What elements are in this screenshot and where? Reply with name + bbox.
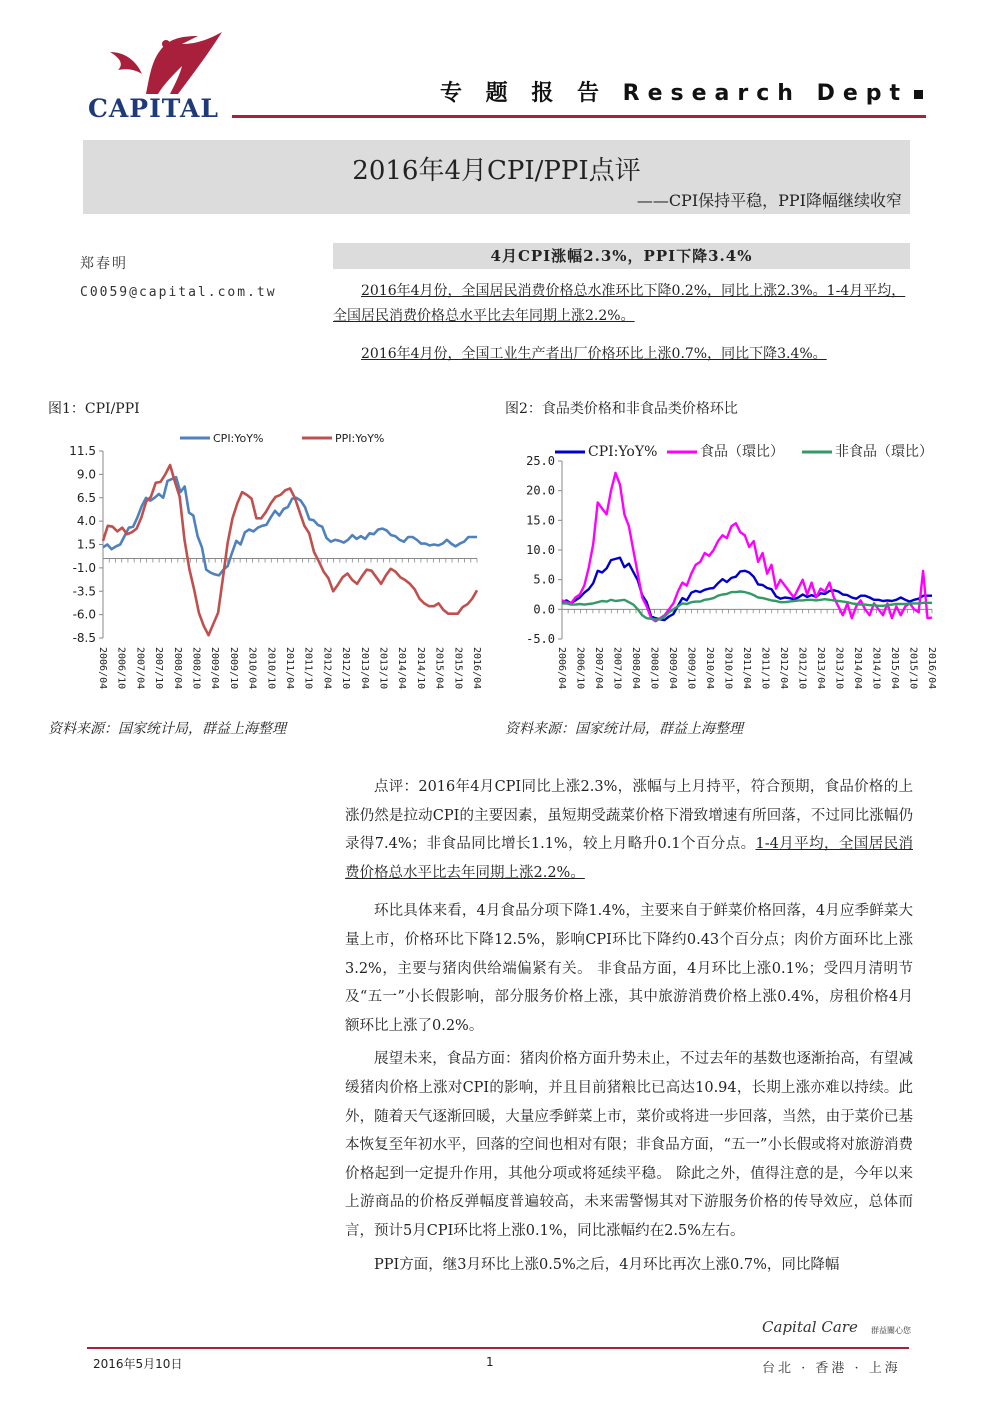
x-tick-label: 2011/10 (302, 647, 314, 690)
series-line (562, 592, 932, 620)
report-subtitle: ——CPI保持平稳，PPI降幅继续收窄 (636, 191, 902, 210)
y-tick-label: 20.0 (526, 483, 555, 498)
summary-ppi-text: 2016年4月份，全国工业生产者出厂价格环比上涨0.7%，同比下降3.4%。 (361, 346, 827, 362)
footer-brand: Capital Care (762, 1318, 858, 1336)
capital-logo-text: CAPITAL (88, 94, 219, 123)
x-tick-label: 2015/10 (907, 647, 919, 690)
x-tick-label: 2007/04 (593, 647, 604, 690)
x-tick-label: 2010/04 (704, 647, 715, 690)
x-tick-label: 2013/04 (815, 647, 826, 690)
x-tick-label: 2006/04 (556, 647, 567, 690)
legend-label: 非食品（環比） (835, 444, 933, 460)
header-square-mark (914, 90, 923, 99)
x-tick-label: 2013/10 (377, 647, 389, 690)
y-tick-label: 5.0 (533, 572, 555, 587)
figure-2-source: 资料来源：国家统计局，群益上海整理 (505, 721, 743, 737)
x-tick-label: 2015/10 (452, 647, 464, 690)
x-tick-label: 2008/04 (630, 647, 641, 690)
x-tick-label: 2015/04 (433, 647, 445, 690)
body-paragraph-3: 展望未来，食品方面：猪肉价格方面升势未止，不过去年的基数也逐渐抬高，有望减缓猪肉价格上涨对CPI的影响，并且目前猪粮比已高达10.94，长期上涨亦难以持续。此外，随着天气逐渐回暖，大量应季鲜菜上市，菜价或将进一步回落，当然，由于菜价已基本恢复至年初水平，回落的空间也相对有限；非食品方面，“五一”小长假或将对旅游消费价格起到一定提升作用，其他分项或将延续平稳。 除此之外，值得注意的是，今年以来上游商品的价格反弹幅度普遍较高，未来需警惕其对下游服务价格的传导效应，总体而言，预计5月CPI环比将上涨0.1%，同比涨幅约在2.5%左右。 (345, 1051, 913, 1239)
x-tick-label: 2014/04 (396, 647, 408, 690)
footer-brand-cn: 群益關心您 (871, 1326, 911, 1335)
x-tick-label: 2013/04 (358, 647, 370, 690)
chart-cpi-ppi (40, 425, 490, 715)
x-tick-label: 2007/10 (153, 647, 165, 690)
x-tick-label: 2008/10 (648, 647, 660, 690)
body-text (345, 773, 913, 1284)
y-tick-label: 11.5 (69, 444, 96, 458)
x-tick-label: 2010/10 (722, 647, 734, 690)
body-paragraph-1 (345, 773, 913, 887)
series-line (103, 465, 477, 635)
x-tick-label: 2014/10 (870, 647, 882, 690)
x-tick-label: 2011/04 (741, 647, 752, 690)
y-tick-label: -8.5 (72, 631, 96, 645)
x-tick-label: 2006/04 (97, 647, 108, 690)
legend-label: CPI:YoY% (213, 432, 264, 445)
x-tick-label: 2007/04 (134, 647, 146, 690)
y-tick-label: -3.5 (72, 584, 96, 599)
x-tick-label: 2012/04 (321, 647, 333, 690)
x-tick-label: 2012/10 (340, 647, 352, 690)
body-paragraph-2: 环比具体来看，4月食品分项下降1.4%，主要来自于鲜菜价格回落，4月应季鲜菜大量上市，价格环比下降12.5%，影响CPI环比下降约0.43个百分点；肉价方面环比上涨3.2%，主要与猪肉供给端偏紧有关。 非食品方面，4月环比上涨0.1%；受四月清明节及“五一”小长假影响，部分服务价格上涨，其中旅游消费价格上涨0.4%，房租价格4月额环比上涨了0.2%。 (345, 903, 913, 1034)
figure-1-caption: 图1：CPI/PPI (48, 401, 140, 417)
figure-1-source: 资料来源：国家统计局，群益上海整理 (48, 721, 286, 737)
x-tick-label: 2016/04 (471, 647, 482, 690)
y-tick-label: -1.0 (72, 560, 96, 575)
x-tick-label: 2007/10 (611, 647, 623, 690)
chart-food-nonfood (500, 435, 945, 715)
x-tick-label: 2013/10 (833, 647, 845, 690)
x-tick-label: 2008/10 (190, 647, 202, 690)
y-tick-label: 4.0 (76, 514, 96, 529)
x-tick-label: 2014/04 (852, 647, 863, 690)
summary-paragraph-cpi (333, 279, 911, 329)
capital-logo-bird (106, 30, 234, 98)
x-tick-label: 2011/04 (284, 647, 295, 690)
y-tick-label: 0.0 (533, 602, 555, 617)
x-tick-label: 2009/04 (209, 647, 221, 690)
title-box (83, 140, 910, 214)
x-tick-label: 2016/04 (926, 647, 937, 690)
y-tick-label: 9.0 (76, 467, 96, 482)
summary-paragraph-ppi (333, 342, 911, 367)
legend-label: 食品（環比） (700, 444, 784, 460)
author-email: C0059@capital.com.tw (80, 285, 277, 300)
author-name: 郑春明 (80, 256, 128, 272)
body-paragraph-4: PPI方面，继3月环比上涨0.5%之后，4月环比再次上涨0.7%，同比降幅 (374, 1256, 840, 1273)
summary-cpi-text: 2016年4月份，全国居民消费价格总水准环比下降0.2%，同比上涨2.3%。1-4月平均，全国居民消费价格总水平比去年同期上涨2.2%。 (333, 283, 906, 324)
x-tick-label: 2010/04 (246, 647, 258, 690)
x-tick-label: 2012/04 (778, 647, 789, 690)
y-tick-label: 15.0 (526, 513, 555, 528)
y-tick-label: 1.5 (76, 537, 96, 552)
y-tick-label: 10.0 (526, 543, 555, 557)
y-tick-label: 25.0 (526, 454, 555, 468)
y-tick-label: 6.5 (76, 490, 96, 505)
x-tick-label: 2014/10 (414, 647, 426, 690)
summary-heading-text: 4月CPI涨幅2.3%，PPI下降3.4% (490, 247, 753, 265)
footer-page-number: 1 (486, 1355, 494, 1369)
x-tick-label: 2009/10 (685, 647, 697, 690)
footer-date: 2016年5月10日 (93, 1357, 183, 1371)
header-title: 专 题 报 告 Research Dept (440, 81, 909, 106)
x-tick-label: 2006/10 (574, 647, 586, 690)
y-tick-label: -5.0 (526, 632, 555, 646)
legend-label: PPI:YoY% (335, 432, 385, 445)
y-tick-label: -6.0 (72, 607, 96, 622)
x-tick-label: 2011/10 (759, 647, 771, 690)
x-tick-label: 2006/10 (115, 647, 127, 690)
report-title: 2016年4月CPI/PPI点评 (352, 156, 641, 186)
x-tick-label: 2009/10 (227, 647, 239, 690)
x-tick-label: 2015/04 (889, 647, 900, 690)
footer-rule (87, 1347, 909, 1349)
x-tick-label: 2012/10 (796, 647, 808, 690)
x-tick-label: 2010/10 (265, 647, 277, 690)
body-paragraph-1-main: 点评：2016年4月CPI同比上涨2.3%，涨幅与上月持平，符合预期，食品价格的上涨仍然是拉动CPI的主要因素，虽短期受蔬菜价格下滑致增速有所回落，不过同比涨幅仍录得7.4%；非食品同比增长1.1%，较上月略升0.1个百分点。 (345, 779, 913, 853)
x-tick-label: 2008/04 (171, 647, 183, 690)
legend-label: CPI:YoY% (588, 444, 658, 460)
figure-2-caption: 图2：食品类价格和非食品类价格环比 (505, 401, 738, 417)
summary-heading (333, 243, 910, 269)
x-tick-label: 2009/04 (667, 647, 678, 690)
body-paragraph-1-underlined: 1-4月平均，全国居民消费价格总水平比去年同期上涨2.2%。 (345, 836, 913, 881)
header-rule (232, 115, 926, 118)
footer-cities: 台北 · 香港 · 上海 (762, 1361, 901, 1376)
